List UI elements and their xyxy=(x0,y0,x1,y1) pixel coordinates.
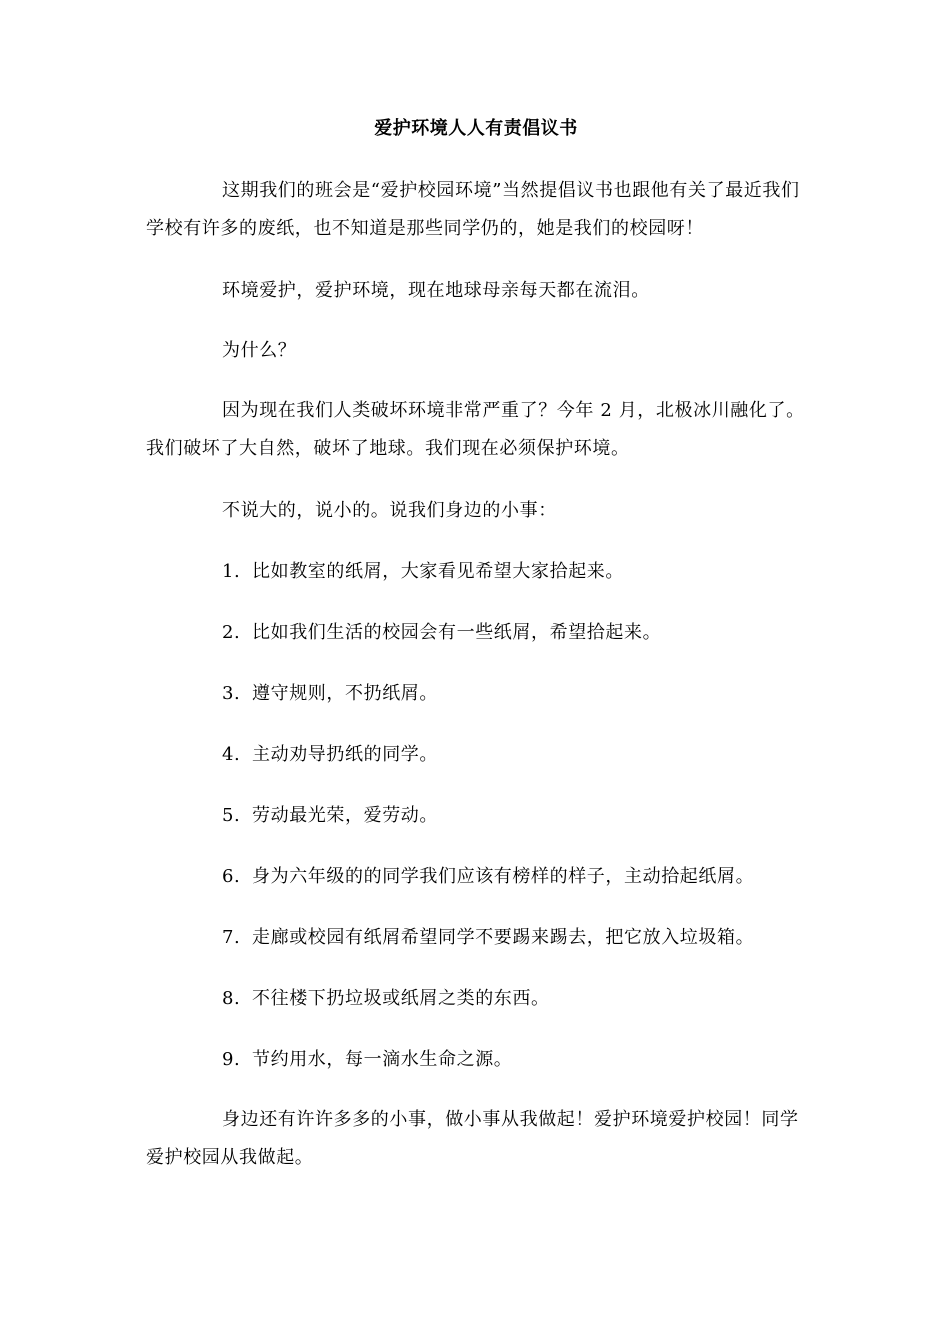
list-item-text: 比如教室的纸屑，大家看见希望大家拾起来。 xyxy=(252,561,624,582)
list-item-number: 3. xyxy=(222,683,241,704)
paragraph-environment: 环境爱护，爱护环境，现在地球母亲每天都在流泪。 xyxy=(222,280,650,301)
list-item xyxy=(222,924,822,952)
list-item xyxy=(222,863,822,891)
list-item-text: 遵守规则，不扔纸屑。 xyxy=(252,683,438,704)
list-item-number: 8. xyxy=(222,988,241,1009)
paragraph-why: 为什么？ xyxy=(222,340,297,361)
document-title: 爱护环境人人有责倡议书 xyxy=(374,118,578,139)
list-item xyxy=(222,558,822,586)
list-item xyxy=(222,1046,822,1074)
list-item-text: 走廊或校园有纸屑希望同学不要踢来踢去，把它放入垃圾箱。 xyxy=(252,927,755,948)
list-item-text: 节约用水，每一滴水生命之源。 xyxy=(252,1049,513,1070)
list-item-number: 2. xyxy=(222,622,241,643)
list-item-text: 劳动最光荣，爱劳动。 xyxy=(252,805,438,826)
list-item-text: 不往楼下扔垃圾或纸屑之类的东西。 xyxy=(252,988,550,1009)
list-item xyxy=(222,741,822,769)
paragraph-closing: 身边还有许许多多的小事，做小事从我做起！爱护环境爱护校园！同学爱护校园从我做起。 xyxy=(146,1109,799,1168)
list-item-text: 主动劝导扔纸的同学。 xyxy=(252,744,438,765)
list-item-text: 比如我们生活的校园会有一些纸屑，希望拾起来。 xyxy=(252,622,662,643)
list-item-number: 1. xyxy=(222,561,241,582)
list-item-text: 身为六年级的的同学我们应该有榜样的样子，主动拾起纸屑。 xyxy=(252,866,755,887)
paragraph-small-things: 不说大的，说小的。说我们身边的小事： xyxy=(222,500,557,521)
paragraph-reason: 因为现在我们人类破坏环境非常严重了？今年 2 月，北极冰川融化了。我们破坏了大自然，破坏了地球。我们现在必须保护环境。 xyxy=(146,400,805,459)
list-item xyxy=(222,619,822,647)
paragraph-intro: 这期我们的班会是“爱护校园环境”当然提倡议书也跟他有关了最近我们学校有许多的废纸，也不知道是那些同学仍的，她是我们的校园呀！ xyxy=(146,180,800,239)
list-item xyxy=(222,985,822,1013)
list-item-number: 7. xyxy=(222,927,241,948)
list-item-number: 4. xyxy=(222,744,241,765)
list-item-number: 9. xyxy=(222,1049,241,1070)
list-item-number: 6. xyxy=(222,866,241,887)
list-item xyxy=(222,802,822,830)
list-item xyxy=(222,680,822,708)
list-item-number: 5. xyxy=(222,805,241,826)
